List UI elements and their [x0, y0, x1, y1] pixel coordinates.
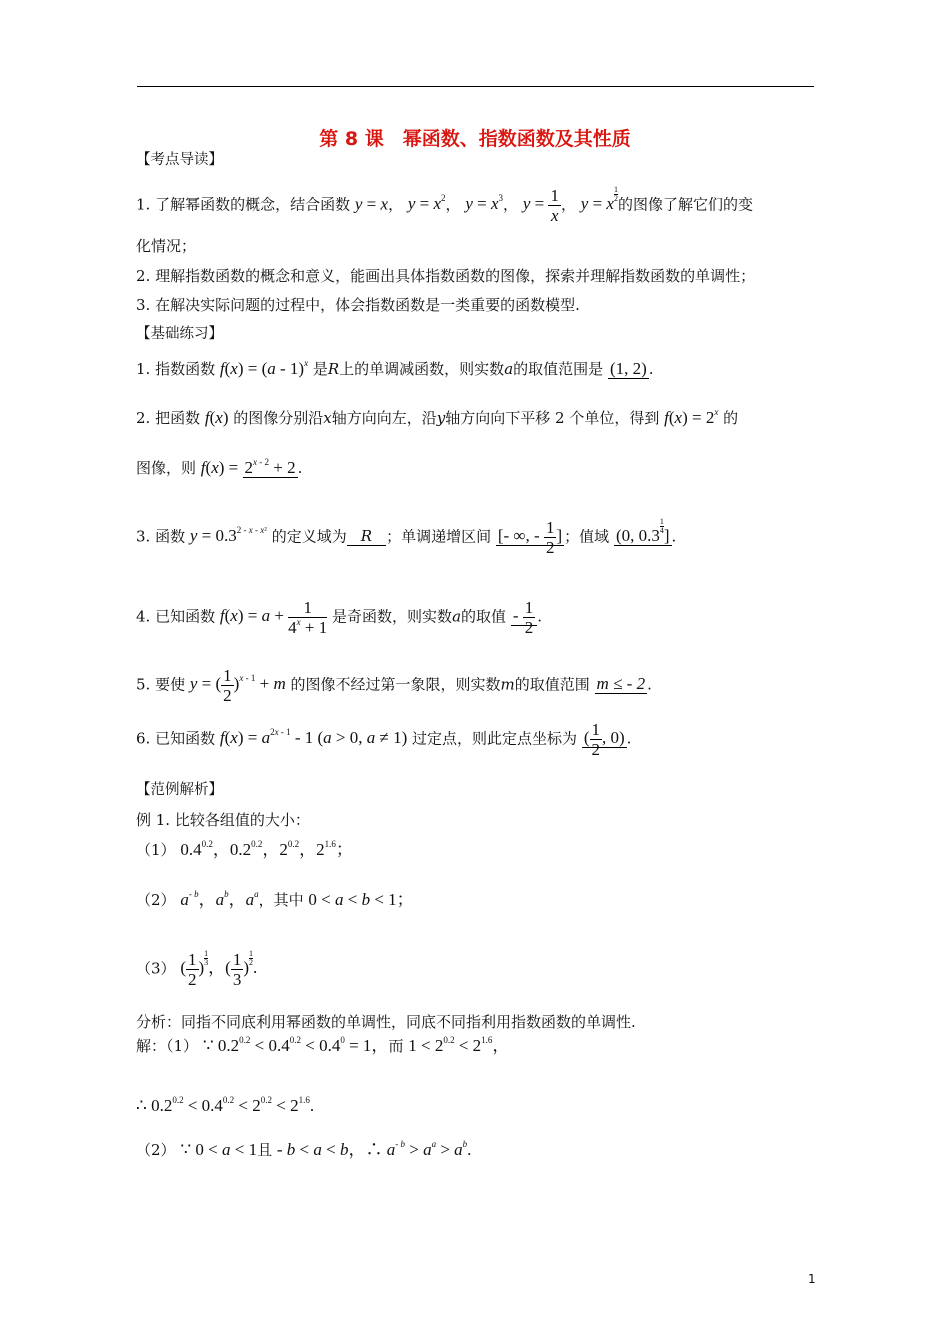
solution-part-1: 解：（1） ∵ $0.2^{0.2} < 0.4^{0.2} < 0.4^0 = 1$，而 $1 < 2^{0.2} < 2^{1.6}$，	[136, 1035, 510, 1055]
section-examples-heading: 【范例解析】	[136, 782, 223, 798]
basic-q6: 6. 已知函数 $f(x) = a^{2x - 1} - 1$ (a > 0, a ≠ 1) 过定点，则此定点坐标为 ( $\frac{1}{2}$ , 0) .	[136, 720, 632, 759]
solution-part-2: （2） ∵ 0 < a < 1且 - b < a < b，∴ $a^{- b} > a^a > a^b$.	[136, 1139, 472, 1159]
basic-q4: 4. 已知函数 f(x) = a + $\frac{1}{4^x + 1}$ 是奇函数，则实数a的取值 - $\frac{1}{2}$ .	[136, 598, 543, 637]
answer-q5: m ≤ - 2	[596, 674, 646, 694]
example-1-part-1: （1） $0.4^{0.2}$，$0.2^{0.2}$，$2^{0.2}$，$2^{1.6}$；	[136, 839, 353, 859]
basic-q2-cont: 图像，则 $f(x) = 2^{x - 2} + 2$ .	[136, 457, 303, 477]
basic-q2: 2. 把函数 f(x) 的图像分别沿x轴方向向左，沿y轴方向向下平移 2 个单位，得到 $f(x) = 2^x$ 的	[136, 407, 739, 427]
page-number: 1	[808, 1272, 816, 1286]
example-analysis: 分析：同指不同底利用幂函数的单调性，同底不同指利用指数函数的单调性.	[136, 1013, 636, 1031]
basic-q1: 1. 指数函数 f(x) = (a - 1)$^x$ 是R上的单调减函数，则实数a的取值范围是 (1, 2) .	[136, 358, 654, 378]
section-basic-heading: 【基础练习】	[136, 326, 223, 342]
section-guide-heading: 【考点导读】	[136, 152, 223, 168]
solution-part-1-conclusion: ∴ $0.2^{0.2} < 0.4^{0.2} < 2^{0.2} < 2^{1.6}$.	[136, 1095, 315, 1115]
page-title: 第 8 课 幂函数、指数函数及其性质	[319, 128, 631, 150]
guide-item-1-cont: 化情况；	[136, 237, 197, 255]
guide-item-2: 2. 理解指数函数的概念和意义，能画出具体指数函数的图像，探索并理解指数函数的单调性；	[136, 267, 756, 285]
answer-q1: (1, 2)	[609, 359, 647, 378]
example-1-title: 例 1. 比较各组值的大小：	[136, 811, 310, 829]
example-1-part-2: （2） $a^{- b}$，$a^b$，$a^a$，其中 0 < a < b < 1；	[136, 889, 414, 909]
basic-q5: 5. 要使 y = ( $\frac{1}{2}$ )$^{x - 1}$ + m 的图像不经过第一象限，则实数m的取值范围 m ≤ - 2 .	[136, 666, 652, 705]
guide-item-1: 1. 了解幂函数的概念，结合函数 y = x， $y = x^2$， $y = x^3$， y = $\frac{1}{x}$ ， y = x $\frac{1}{2}$ 的图像了解它们的变	[136, 185, 753, 225]
header-rule	[137, 86, 814, 87]
example-1-part-3: （3） ( $\frac{1}{2}$ ) $\frac{1}{3}$ ，( $\frac{1}{3}$ ) $\frac{1}{2}$ .	[136, 949, 258, 989]
guide-item-3: 3. 在解决实际问题的过程中，体会指数函数是一类重要的函数模型.	[136, 296, 580, 314]
basic-q3: 3. 函数 $y = 0.3^{2 - x - x^2}$ 的定义域为 R ；单调递增区间 [- ∞, - $\frac{1}{2}$ ] ；值域 (0, 0.3 $\frac{1}{4}$ ] .	[136, 517, 677, 557]
